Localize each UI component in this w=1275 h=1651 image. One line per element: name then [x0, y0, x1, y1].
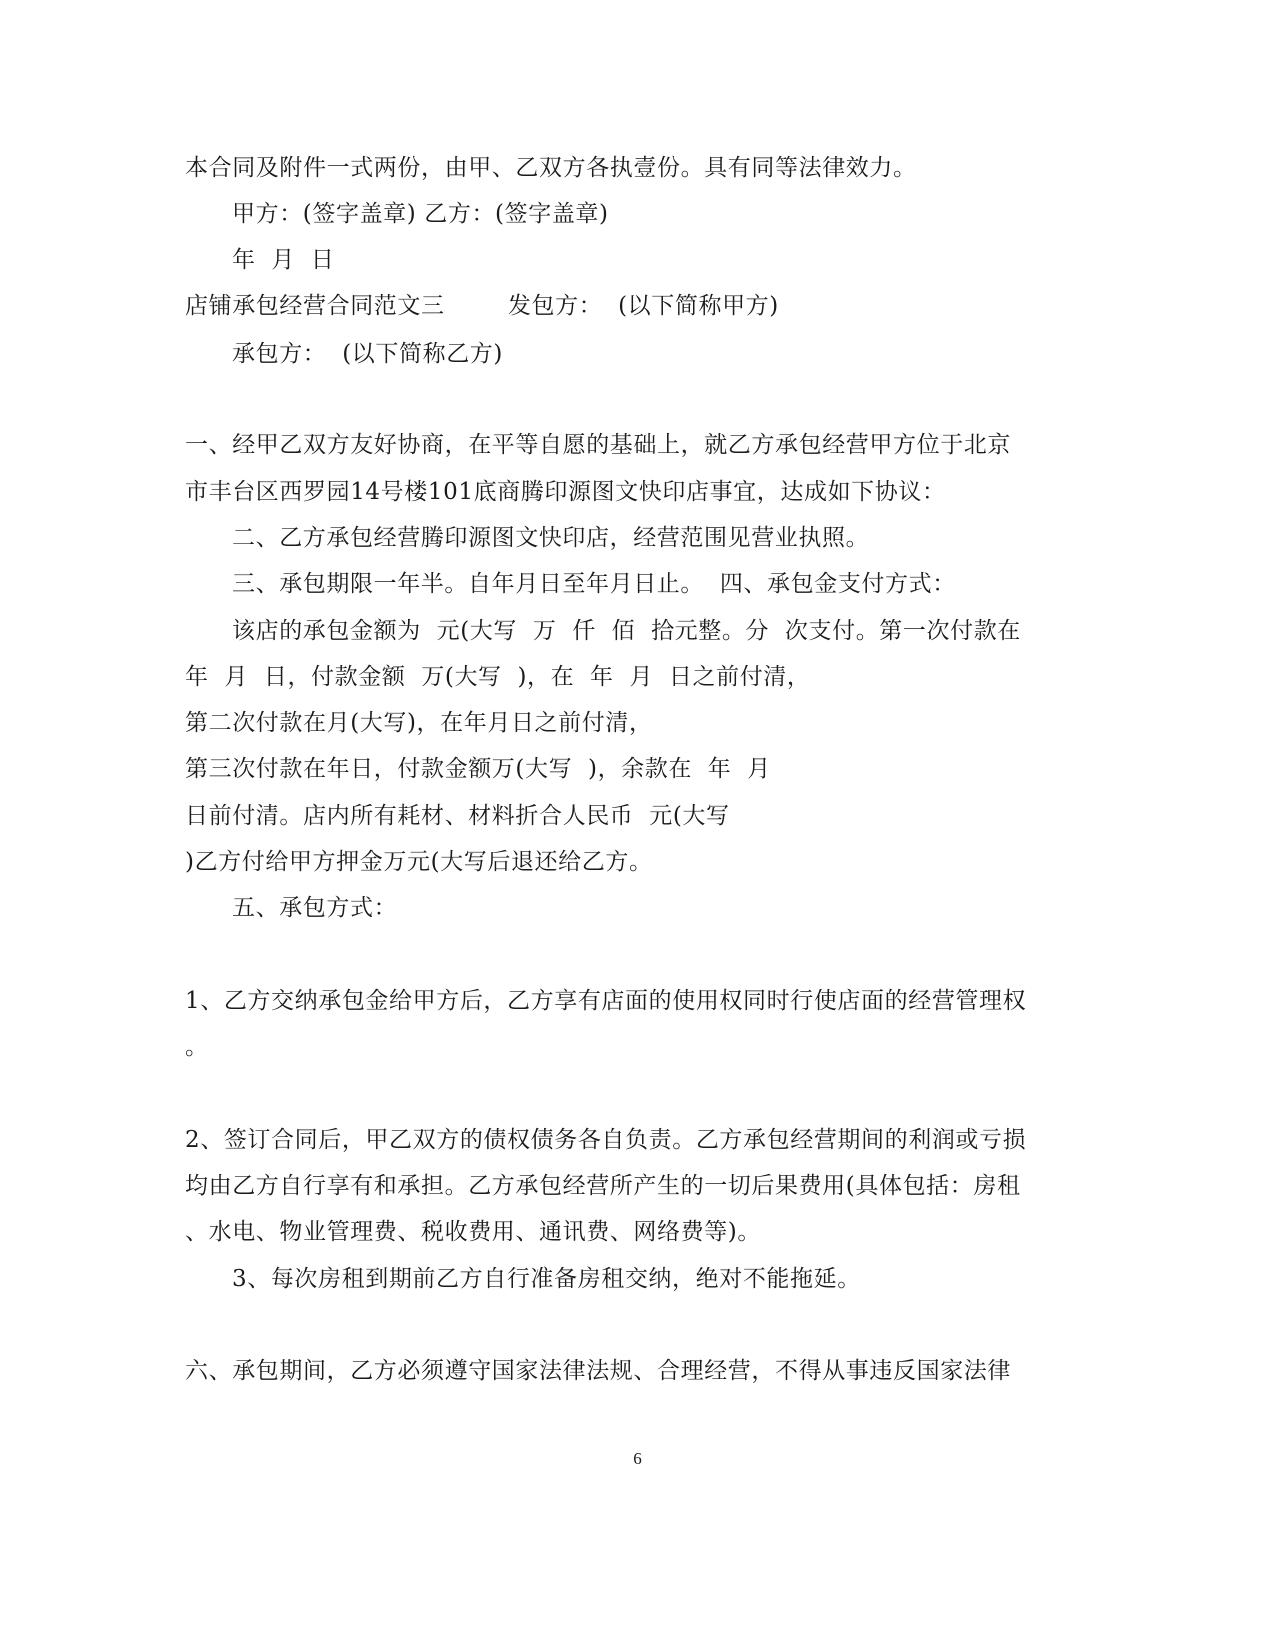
text-line: 三、承包期限一年半。自年月日至年月日止。 四、承包金支付方式：	[232, 571, 956, 597]
text-line: 二、乙方承包经营腾印源图文快印店，经营范围见营业执照。	[232, 525, 870, 551]
text-line: 六、承包期间，乙方必须遵守国家法律法规、合理经营，不得从事违反国家法律	[185, 1358, 1011, 1384]
text-line: 该店的承包金额为 元(大写 万 仟 佰 拾元整。分 次支付。第一次付款在	[232, 618, 1021, 644]
text-line: 年 月 日	[232, 247, 335, 273]
text-line: 一、经甲乙双方友好协商，在平等自愿的基础上，就乙方承包经营甲方位于北京	[185, 432, 1011, 458]
text-line: 1、乙方交纳承包金给甲方后，乙方享有店面的使用权同时行使店面的经营管理权	[185, 988, 1027, 1014]
text-line: 3、每次房租到期前乙方自行准备房租交纳，绝对不能拖延。	[232, 1266, 861, 1292]
text-line: 年 月 日，付款金额 万(大写 )，在 年 月 日之前付清，	[185, 664, 811, 690]
text-line: 均由乙方自行享有和承担。乙方承包经营所产生的一切后果费用(具体包括：房租	[185, 1173, 1021, 1199]
text-line: 第三次付款在年日，付款金额万(大写 )，余款在 年 月	[185, 756, 771, 782]
text-line: 市丰台区西罗园14号楼101底商腾印源图文快印店事宜，达成如下协议：	[185, 479, 946, 505]
text-line: 本合同及附件一式两份，由甲、乙双方各执壹份。具有同等法律效力。	[185, 155, 917, 181]
text-line: 2、签订合同后，甲乙双方的债权债务各自负责。乙方承包经营期间的利润或亏损	[185, 1127, 1027, 1153]
text-line: 五、承包方式：	[232, 895, 398, 921]
text-line: 。	[185, 1034, 209, 1060]
text-line: 甲方：(签字盖章) 乙方：(签字盖章)	[232, 201, 609, 227]
text-line: 、水电、物业管理费、税收费用、通讯费、网络费等)。	[185, 1219, 761, 1245]
text-line: 承包方： (以下简称乙方)	[232, 341, 503, 367]
text-line: 店铺承包经营合同范文三 发包方： (以下简称甲方)	[185, 293, 779, 319]
text-line: )乙方付给甲方押金万元(大写后退还给乙方。	[185, 849, 653, 875]
page-number: 6	[633, 1449, 642, 1468]
text-line: 第二次付款在月(大写)，在年月日之前付清，	[185, 710, 653, 736]
text-line: 日前付清。店内所有耗材、材料折合人民币 元(大写	[185, 803, 730, 829]
